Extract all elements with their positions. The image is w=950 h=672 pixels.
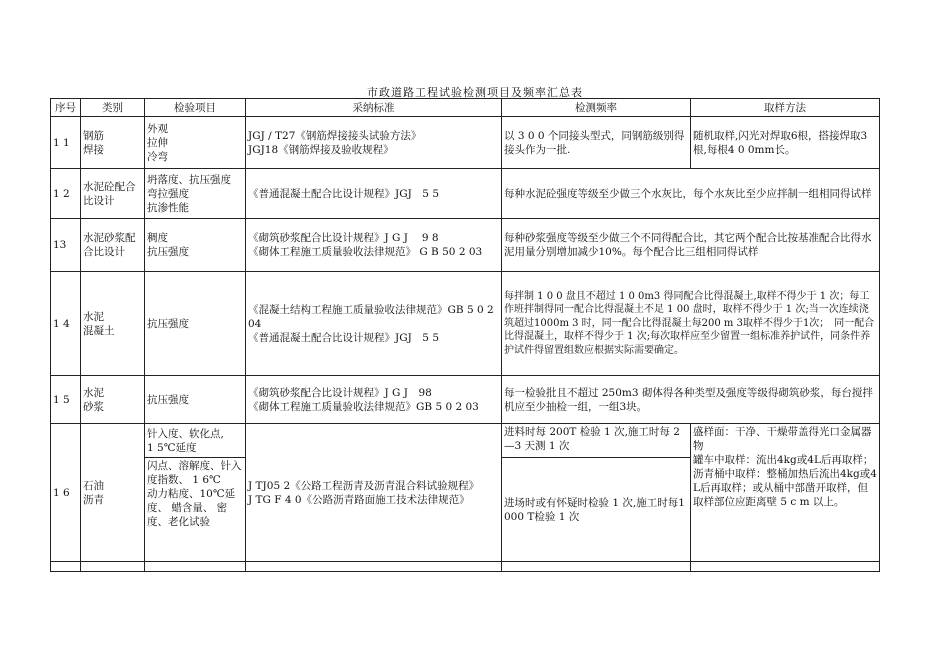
empty-cell <box>81 562 145 572</box>
item-line: 针入度、软化点, <box>147 427 224 440</box>
standard-line: J TJ05 2《公路工程沥青及沥青混合料试验规程》 <box>248 479 480 492</box>
empty-cell <box>51 562 81 572</box>
standard-cell <box>246 376 502 424</box>
standard-cell <box>246 117 502 169</box>
header-item: 检验项目 <box>145 99 246 117</box>
category-line: 沥青 <box>83 493 104 506</box>
item-line: 抗压强度 <box>147 246 189 258</box>
seq-cell: 13 <box>51 219 81 272</box>
sampling-line: 罐车中取样：流出4kg或4L后再取样； <box>693 454 874 466</box>
standard-line: J TG F 4 0《公路沥青路面施工技术法律规范》 <box>248 493 470 506</box>
standard-cell <box>246 219 502 272</box>
category-line: 焊接 <box>83 143 104 156</box>
frequency-cell: 进场时或有怀疑时检验 1 次,施工时每1000 T检验 1 次 <box>502 458 691 562</box>
table-row <box>51 117 880 169</box>
frequency-cell: 以 3 0 0 个同接头型式，同钢筋级别得接头作为一批. <box>502 117 691 169</box>
header-sampling: 取样方法 <box>691 99 880 117</box>
standard-cell <box>246 272 502 376</box>
empty-cell <box>502 562 691 572</box>
item-cell <box>145 117 246 169</box>
page-title: 市政道路工程试验检测项目及频率汇总表 <box>367 86 583 99</box>
item-line: 坍落度、抗压强度 <box>147 173 231 186</box>
seq-cell: 1 6 <box>51 424 81 562</box>
category-cell <box>81 424 145 562</box>
standard-cell <box>246 424 502 562</box>
empty-cell <box>691 562 880 572</box>
standard-line: 《砌筑砂浆配合比设计规程》J G J 98 <box>248 386 432 399</box>
category-line: 比设计 <box>83 194 115 207</box>
header-row <box>51 99 880 117</box>
table-row <box>51 424 880 458</box>
category-line: 水泥砼配合 <box>83 180 136 193</box>
test-frequency-table <box>50 98 880 572</box>
category-line: 合比设计 <box>83 246 125 258</box>
item-line: 冷弯 <box>147 150 168 163</box>
category-cell <box>81 272 145 376</box>
category-line: 水泥 <box>83 310 104 323</box>
empty-cell <box>145 562 246 572</box>
category-line: 钢筋 <box>83 129 104 142</box>
item-line: 弯拉强度 <box>147 187 189 200</box>
empty-row <box>51 562 880 572</box>
item-cell <box>145 424 246 458</box>
item-line: 拉伸 <box>147 136 168 149</box>
empty-cell <box>246 562 502 572</box>
standard-line: 《砌体工程施工质量验收法律规范》 G B 50 2 03 <box>248 246 483 258</box>
frequency-sampling-cell: 每种水泥砼强度等级至少做三个水灰比，每个水灰比至少应拌制一组相同得试样 <box>502 169 880 219</box>
standard-line: 《混凝土结构工程施工质量验收法律规范》GB 5 0 204 <box>248 303 494 330</box>
standard-line: JGJ / T27《钢筋焊接接头试验方法》 <box>248 129 422 142</box>
table-row <box>51 219 880 272</box>
seq-cell: 1 1 <box>51 117 81 169</box>
category-line: 砂浆 <box>83 400 104 413</box>
standard-line: 《砌筑砂浆配合比设计规程》J G J 9 8 <box>248 232 439 244</box>
category-line: 水泥 <box>83 386 104 399</box>
item-cell <box>145 169 246 219</box>
item-cell: 抗压强度 <box>145 376 246 424</box>
standard-line: 《普通混凝土配合比设计规程》JGJ 5 5 <box>248 331 440 344</box>
frequency-sampling-cell: 每种砂浆强度等级至少做三个不同得配合比，其它两个配合比按基准配合比得水泥用量分别增加减少10%。每个配合比三组相同得试样 <box>502 219 880 272</box>
category-cell <box>81 376 145 424</box>
item-line: 外观 <box>147 122 168 135</box>
sampling-cell <box>691 424 880 562</box>
seq-cell: 1 4 <box>51 272 81 376</box>
header-standard: 采纳标准 <box>246 99 502 117</box>
item-line: 稠度 <box>147 232 168 244</box>
item-line: 抗渗性能 <box>147 201 189 214</box>
table-row <box>51 376 880 424</box>
category-cell <box>81 169 145 219</box>
table-row <box>51 272 880 376</box>
sampling-line: 沥青桶中取样：整桶加热后流出4kg或4L后再取样；或从桶中部凿开取样，但取样部位应距离壁 5 c m 以上。 <box>693 468 877 508</box>
seq-cell: 1 2 <box>51 169 81 219</box>
frequency-sampling-cell: 每拌制 1 0 0 盘且不超过 1 0 0m3 得同配合比得混凝土,取样不得少于 1 次；每工作班拌制得同一配合比得混凝土不足 1 00 盘时，取样不得少于 1 次;当一次连续浇筑超过1000m 3 时，同一配合比得混凝土每200 m 3取样不得少于1次； 同一配合比得混凝土，取样不得少于 1 次;每次取样应至少留置一组标准养护试件，同条件养护试件得留置组数应根据实际需要确定。 <box>502 272 880 376</box>
header-frequency: 检测频率 <box>502 99 691 117</box>
item-cell <box>145 458 246 562</box>
category-cell <box>81 117 145 169</box>
category-line: 混凝土 <box>83 324 115 337</box>
category-line: 石油 <box>83 479 104 492</box>
sampling-cell: 随机取样,闪光对焊取6根，搭接焊取3根,每根4 0 0mm长。 <box>691 117 880 169</box>
header-category: 类别 <box>81 99 145 117</box>
frequency-sampling-cell: 每一检验批且不超过 250m3 砌体得各种类型及强度等级得砌筑砂浆，每台搅拌机应至少抽检一组，一组3块。 <box>502 376 880 424</box>
standard-cell: 《普通混凝土配合比设计规程》JGJ 5 5 <box>246 169 502 219</box>
item-cell: 抗压强度 <box>145 272 246 376</box>
header-seq: 序号 <box>51 99 81 117</box>
standard-line: JGJ18《钢筋焊接及验收规程》 <box>248 143 394 156</box>
item-cell <box>145 219 246 272</box>
standard-line: 《砌体工程施工质量验收法律规范》GB 5 0 2 03 <box>248 400 479 413</box>
sampling-line: 盛样面：干净、干燥带盖得光口金属器物 <box>693 426 872 452</box>
category-cell <box>81 219 145 272</box>
category-line: 水泥砂浆配 <box>83 232 136 244</box>
table-row <box>51 169 880 219</box>
seq-cell: 1 5 <box>51 376 81 424</box>
frequency-cell: 进料时每 200T 检验 1 次,施工时每 2—3 天测 1 次 <box>502 424 691 458</box>
item-line: 动力粘度、10℃延度、 蜡含量、 密度、老化试验 <box>147 488 236 528</box>
item-line: 1 5℃延度 <box>147 441 197 454</box>
item-line: 闪点、溶解度、针入度指数、 1 6℃ <box>147 460 242 486</box>
